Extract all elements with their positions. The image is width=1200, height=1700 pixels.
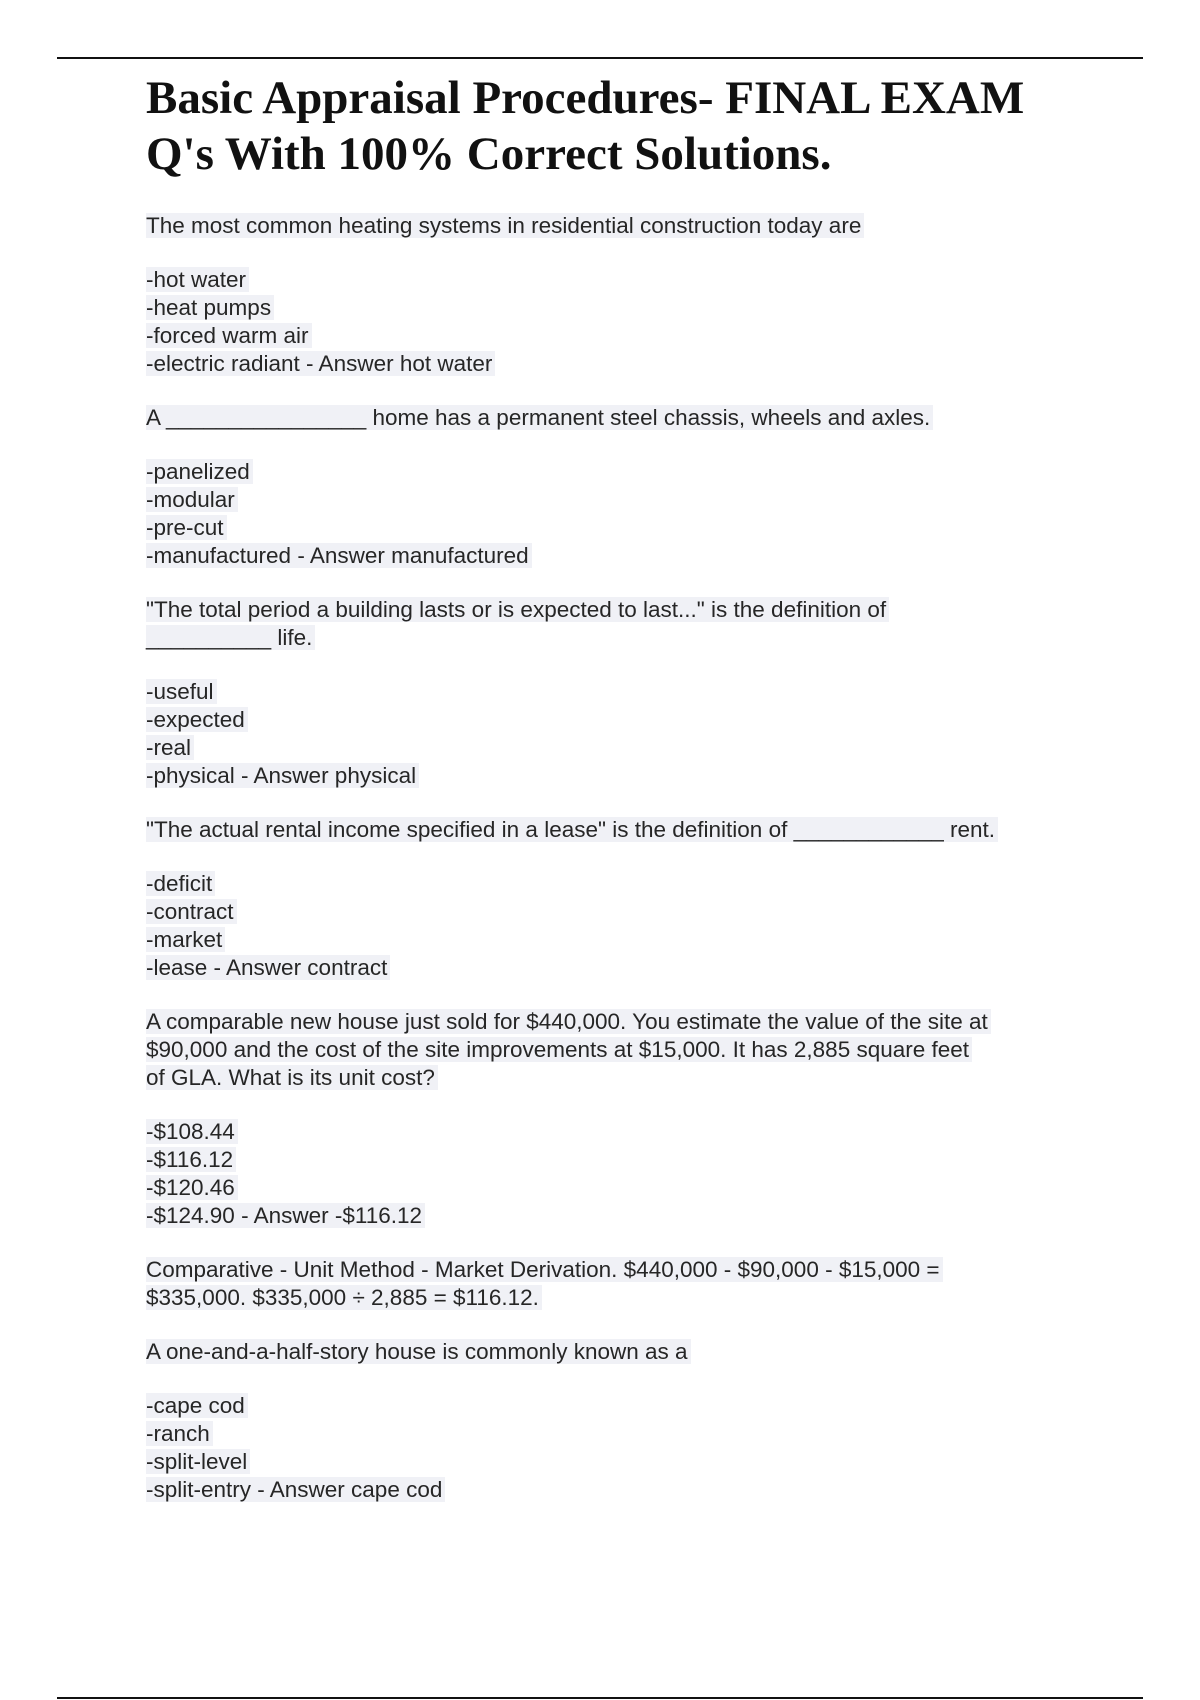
question-2-option-3: -pre-cut bbox=[146, 515, 227, 540]
question-2-prompt bbox=[146, 404, 1066, 432]
question-5-option-3: -$120.46 bbox=[146, 1175, 238, 1200]
question-6-options bbox=[146, 1392, 1066, 1504]
question-4-prompt bbox=[146, 816, 1066, 844]
question-3-prompt-line-1: "The total period a building lasts or is expected to last..." is the definition of bbox=[146, 597, 889, 622]
question-1-option-4-answer: -electric radiant - Answer hot water bbox=[146, 351, 495, 376]
question-5-explanation-line-1: Comparative - Unit Method - Market Derivation. $440,000 - $90,000 - $15,000 = bbox=[146, 1257, 943, 1282]
question-4-option-3: -market bbox=[146, 927, 225, 952]
question-4-option-1: -deficit bbox=[146, 871, 215, 896]
question-3-option-4-answer: -physical - Answer physical bbox=[146, 763, 419, 788]
question-5-option-2: -$116.12 bbox=[146, 1147, 236, 1172]
document-page bbox=[146, 70, 1066, 1504]
question-5-explanation bbox=[146, 1256, 1066, 1312]
bottom-rule bbox=[57, 1697, 1143, 1699]
question-4-option-2: -contract bbox=[146, 899, 237, 924]
question-6-option-2: -ranch bbox=[146, 1421, 213, 1446]
question-3-option-3: -real bbox=[146, 735, 194, 760]
question-2-option-1: -panelized bbox=[146, 459, 253, 484]
question-5-explanation-line-2: $335,000. $335,000 ÷ 2,885 = $116.12. bbox=[146, 1285, 542, 1310]
question-4-prompt-line-1: "The actual rental income specified in a lease" is the definition of ____________ rent. bbox=[146, 817, 998, 842]
question-1-prompt bbox=[146, 212, 1066, 240]
question-3-options bbox=[146, 678, 1066, 790]
question-6-option-1: -cape cod bbox=[146, 1393, 248, 1418]
question-6-prompt-line-1: A one-and-a-half-story house is commonly known as a bbox=[146, 1339, 691, 1364]
question-5-option-4-answer: -$124.90 - Answer -$116.12 bbox=[146, 1203, 425, 1228]
question-3-option-2: -expected bbox=[146, 707, 248, 732]
question-5-prompt-line-1: A comparable new house just sold for $440,000. You estimate the value of the site at bbox=[146, 1009, 991, 1034]
question-6-option-3: -split-level bbox=[146, 1449, 250, 1474]
question-2-options bbox=[146, 458, 1066, 570]
question-2-option-4-answer: -manufactured - Answer manufactured bbox=[146, 543, 532, 568]
question-3-prompt-line-2: __________ life. bbox=[146, 625, 315, 650]
question-1-options bbox=[146, 266, 1066, 378]
question-3-prompt bbox=[146, 596, 1066, 652]
question-6-option-4-answer: -split-entry - Answer cape cod bbox=[146, 1477, 445, 1502]
question-1-prompt-line-1: The most common heating systems in residential construction today are bbox=[146, 213, 864, 238]
question-2-option-2: -modular bbox=[146, 487, 238, 512]
question-5-option-1: -$108.44 bbox=[146, 1119, 238, 1144]
top-rule bbox=[57, 57, 1143, 59]
question-5-prompt bbox=[146, 1008, 1066, 1092]
question-1-option-2: -heat pumps bbox=[146, 295, 274, 320]
document-title bbox=[146, 70, 1066, 182]
question-4-option-4-answer: -lease - Answer contract bbox=[146, 955, 390, 980]
question-6-prompt bbox=[146, 1338, 1066, 1366]
question-5-options bbox=[146, 1118, 1066, 1230]
question-4-options bbox=[146, 870, 1066, 982]
title-line-2: Q's With 100% Correct Solutions. bbox=[146, 128, 832, 180]
question-1-option-3: -forced warm air bbox=[146, 323, 312, 348]
question-5-prompt-line-2: $90,000 and the cost of the site improvements at $15,000. It has 2,885 square feet bbox=[146, 1037, 972, 1062]
question-1-option-1: -hot water bbox=[146, 267, 249, 292]
question-3-option-1: -useful bbox=[146, 679, 217, 704]
title-line-1: Basic Appraisal Procedures- FINAL EXAM bbox=[146, 72, 1025, 124]
question-2-prompt-line-1: A ________________ home has a permanent steel chassis, wheels and axles. bbox=[146, 405, 933, 430]
question-5-prompt-line-3: of GLA. What is its unit cost? bbox=[146, 1065, 438, 1090]
